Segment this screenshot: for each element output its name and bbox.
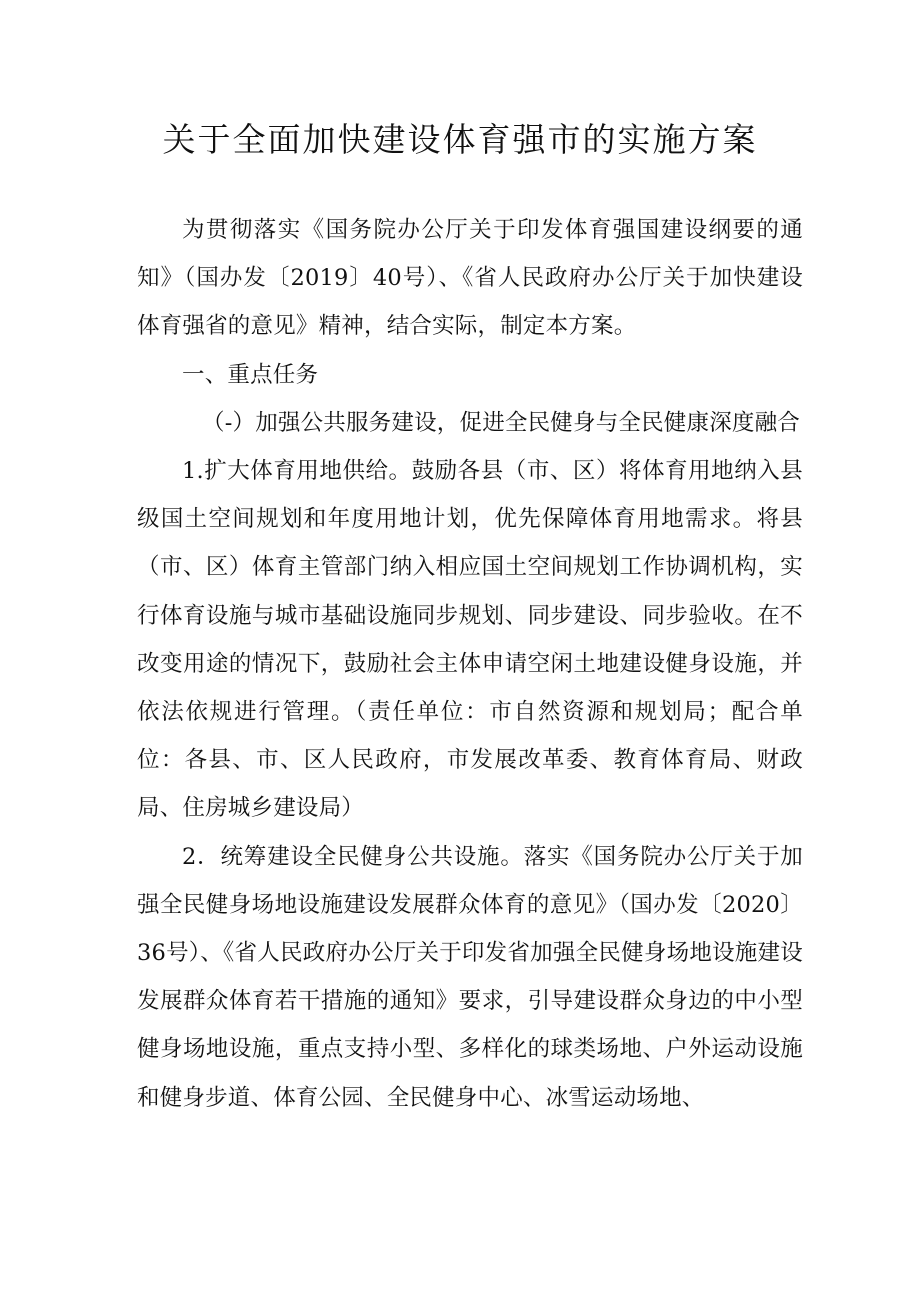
task-paragraph-2: 2．统筹建设全民健身公共设施。落实《国务院办公厅关于加强全民健身场地设施建设发展群众体育的意见》（国办发〔2020〕36号）、《省人民政府办公厅关于印发省加强全民健身场地设施建设发展群众体育若干措施的通知》要求，引导建设群众身边的中小型健身场地设施，重点支持小型、多样化的球类场地、户外运动设施和健身步道、体育公园、全民健身中心、冰雪运动场地、	[137, 843, 803, 1111]
document-title: 关于全面加快建设体育强市的实施方案	[162, 120, 758, 159]
section-heading: 一、重点任务	[182, 361, 319, 388]
intro-paragraph: 为贯彻落实《国务院办公厅关于印发体育强国建设纲要的通知》（国办发〔2019〕40号）、《省人民政府办公厅关于加快建设体育强省的意见》精神，结合实际，制定本方案。	[137, 217, 803, 340]
task-paragraph-1: 1.扩大体育用地供给。鼓励各县（市、区）将体育用地纳入县级国土空间规划和年度用地计划，优先保障体育用地需求。将县（市、区）体育主管部门纳入相应国土空间规划工作协调机构，实行体育设施与城市基础设施同步规划、同步建设、同步验收。在不改变用途的情况下，鼓励社会主体申请空闲土地建设健身设施，并依法依规进行管理。（责任单位：市自然资源和规划局；配合单位：各县、市、区人民政府，市发展改革委、教育体育局、财政局、住房城乡建设局）	[137, 458, 803, 822]
subsection-heading: （-）加强公共服务建设，促进全民健身与全民健康深度融合	[202, 409, 801, 436]
document-body	[137, 206, 803, 1122]
